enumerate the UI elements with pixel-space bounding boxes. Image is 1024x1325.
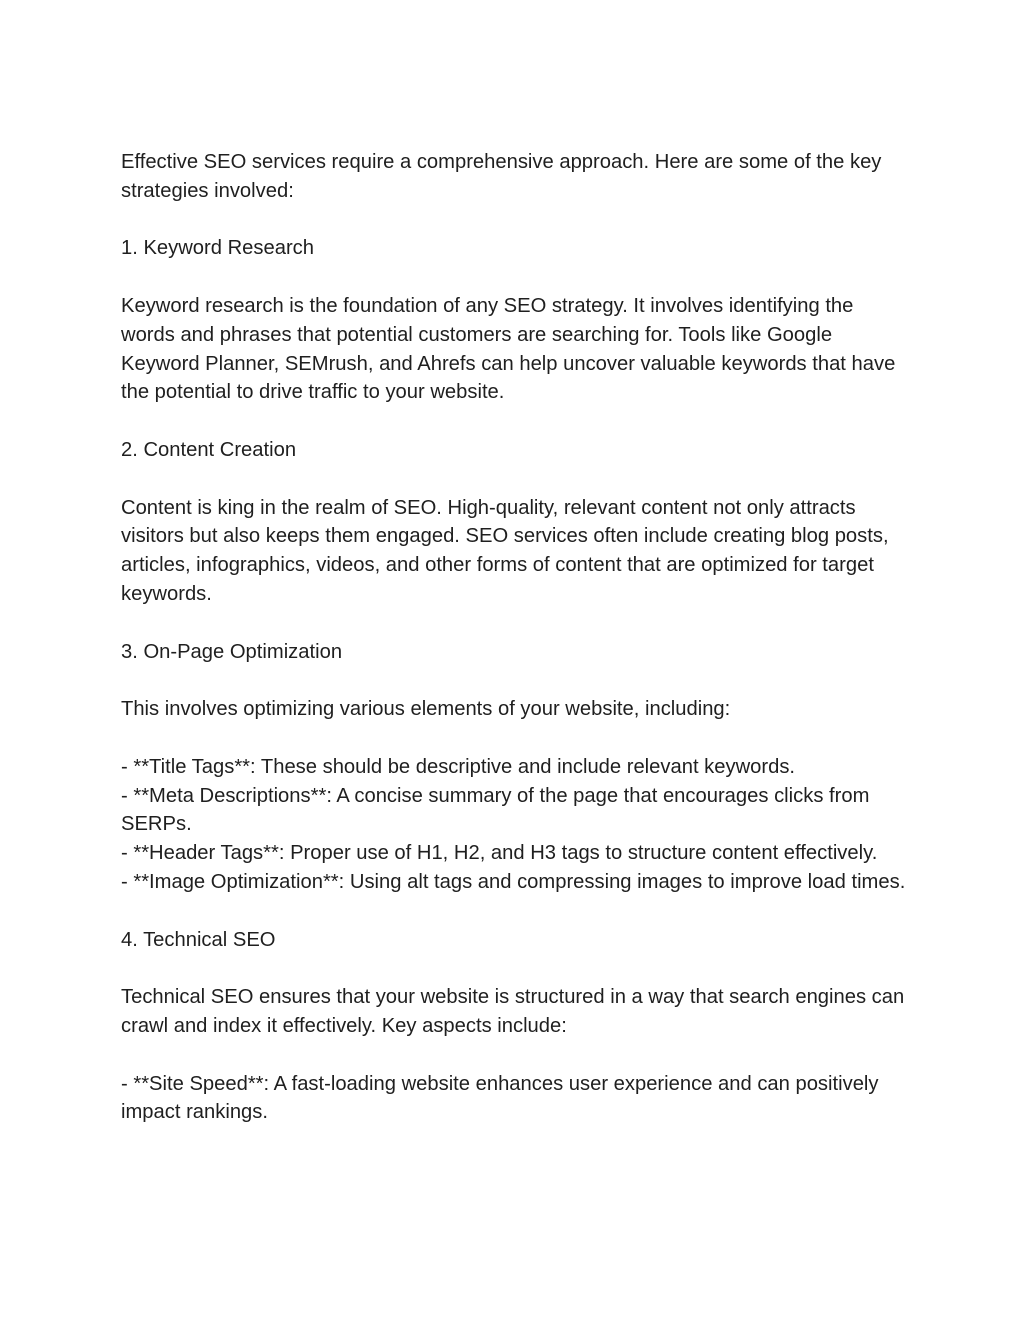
list-item-title-tags: - **Title Tags**: These should be descriptive and include relevant keywords. [121,755,796,778]
section-body-technical-seo: Technical SEO ensures that your website is structured in a way that search engines can crawl and index it effectively. Key aspects include: [121,986,905,1037]
section-body-on-page-optimization: This involves optimizing various elements of your website, including: [121,698,731,721]
section-heading-on-page-optimization: 3. On-Page Optimization [121,640,343,663]
list-item-site-speed: - **Site Speed**: A fast-loading website enhances user experience and can positively impact rankings. [121,1072,879,1124]
section-body-keyword-research: Keyword research is the foundation of any SEO strategy. It involves identifying the words and phrases that potential customers are searching for. Tools like Google Keyword Planner, SEMrush, and Ahrefs can help uncover valuable keywords that have the potential to drive traffic to your website. [121,294,896,404]
intro-paragraph: Effective SEO services require a comprehensive approach. Here are some of the key strategies involved: [121,151,882,202]
section-heading-keyword-research: 1. Keyword Research [121,237,314,260]
bullet-list-on-page [121,753,911,897]
section-body-content-creation: Content is king in the realm of SEO. High-quality, relevant content not only attracts visitors but also keeps them engaged. SEO services often include creating blog posts, articles, infographics, videos, and other forms of content that are optimized for target keywords. [121,496,889,605]
section-heading-content-creation: 2. Content Creation [121,438,297,461]
document-body [121,148,911,1127]
section-heading-technical-seo: 4. Technical SEO [121,928,276,951]
list-item-meta-descriptions: - **Meta Descriptions**: A concise summary of the page that encourages clicks from SERPs. [121,784,870,836]
list-item-header-tags: - **Header Tags**: Proper use of H1, H2, and H3 tags to structure content effectively. [121,842,878,865]
bullet-list-technical [121,1070,911,1128]
list-item-image-optimization: - **Image Optimization**: Using alt tags and compressing images to improve load times. [121,870,906,893]
